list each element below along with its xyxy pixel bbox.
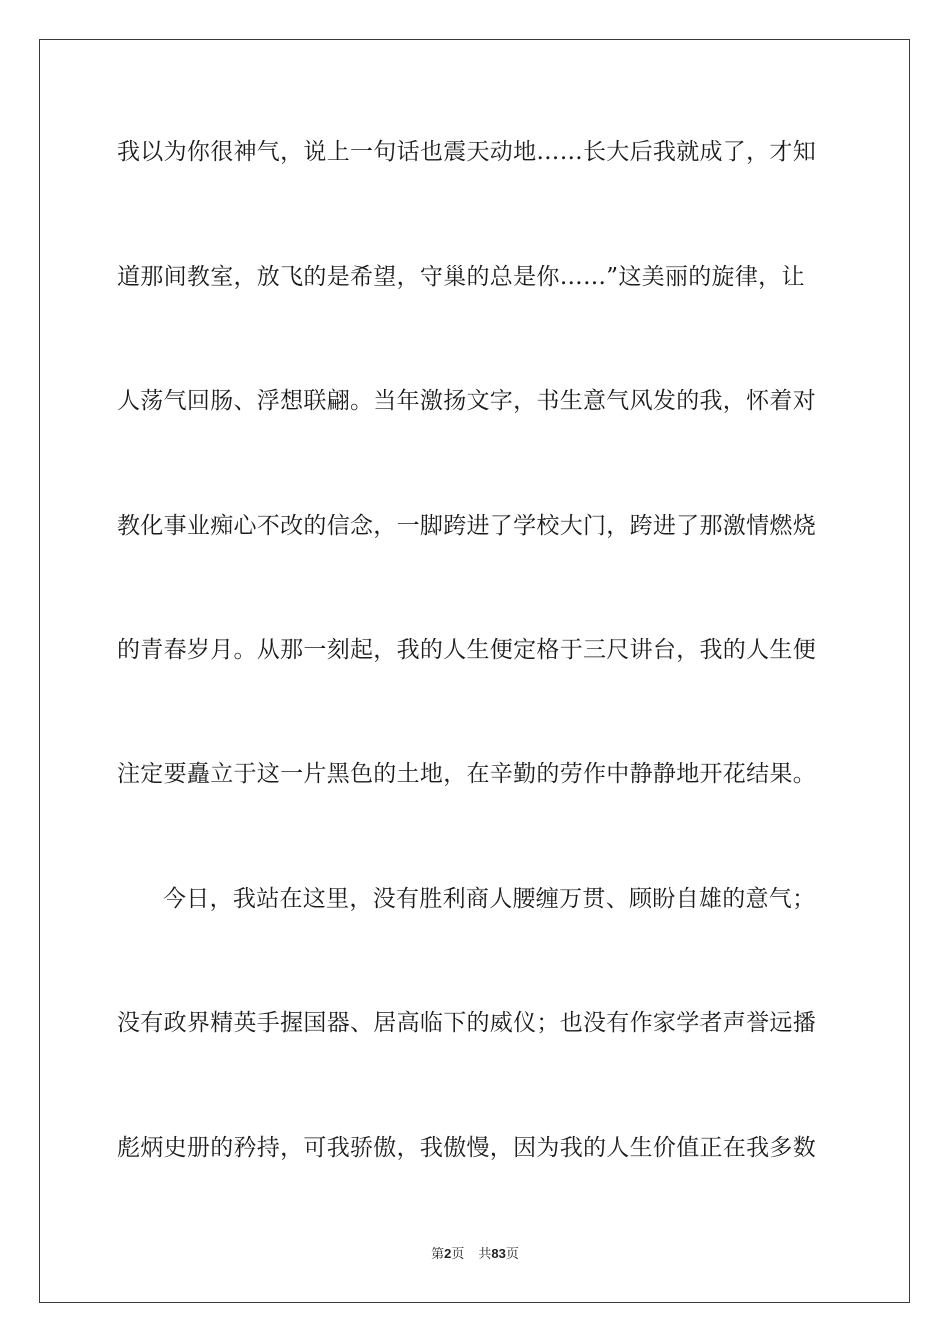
- body-text-line-3: 人荡气回肠、浮想联翩。当年激扬文字，书生意气风发的我，怀着对: [117, 388, 816, 414]
- total-prefix: 共: [478, 1247, 492, 1262]
- page-footer: [0, 1245, 950, 1264]
- page-prefix: 第: [431, 1247, 445, 1262]
- body-text-line-7-paragraph-start: 今日，我站在这里，没有胜利商人腰缠万贯、顾盼自雄的意气；: [163, 886, 816, 912]
- body-text-line-6: 注定要矗立于这一片黑色的土地，在辛勤的劳作中静静地开花结果。: [117, 761, 816, 787]
- body-text-line-9: 彪炳史册的矜持，可我骄傲，我傲慢，因为我的人生价值正在我多数: [117, 1135, 816, 1161]
- body-text-line-2: 道那间教室，放飞的是希望，守巢的总是你……”这美丽的旋律，让: [117, 264, 805, 290]
- body-text-line-1: 我以为你很神气，说上一句话也震天动地……长大后我就成了，才知: [117, 139, 816, 165]
- total-unit: 页: [505, 1247, 519, 1262]
- total-page-count: 83: [491, 1246, 506, 1261]
- body-text-line-5: 的青春岁月。从那一刻起，我的人生便定格于三尺讲台，我的人生便: [117, 637, 816, 663]
- body-text-line-4: 教化事业痴心不改的信念，一脚跨进了学校大门，跨进了那激情燃烧: [117, 513, 816, 539]
- current-page-number: 2: [444, 1246, 452, 1261]
- page-unit: 页: [451, 1247, 465, 1262]
- body-text-line-8: 没有政界精英手握国器、居高临下的威仪；也没有作家学者声誉远播: [117, 1010, 816, 1036]
- page-border: [39, 39, 910, 1303]
